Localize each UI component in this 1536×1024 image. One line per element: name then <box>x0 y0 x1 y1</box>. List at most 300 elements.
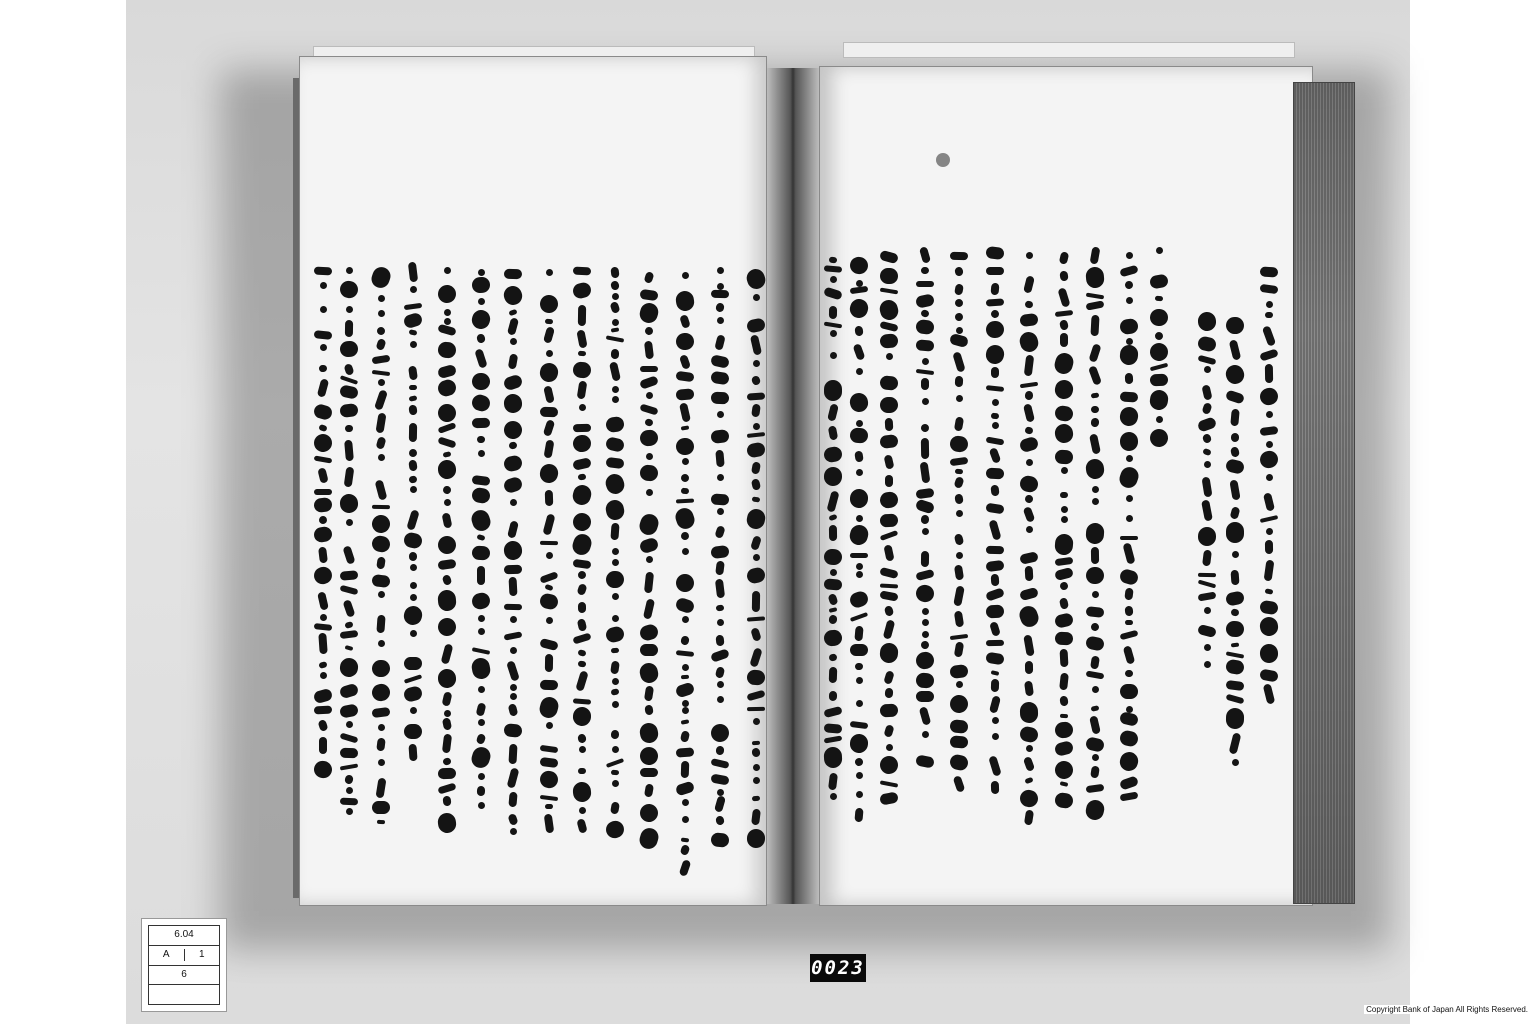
ink-stroke <box>578 305 586 326</box>
ink-stroke <box>1025 391 1034 401</box>
ink-stroke <box>879 434 898 449</box>
ink-stroke <box>1091 547 1099 564</box>
ink-stroke <box>1125 373 1134 384</box>
ink-stroke <box>539 571 558 584</box>
label-series-row <box>149 946 219 966</box>
ink-stroke <box>747 616 765 621</box>
ink-stroke <box>1126 455 1133 462</box>
ink-stroke <box>922 619 929 626</box>
ink-stroke <box>1197 624 1217 638</box>
ink-stroke <box>376 738 386 752</box>
ink-stroke <box>313 433 334 454</box>
ink-stroke <box>612 746 619 753</box>
ink-stroke <box>575 670 588 691</box>
ink-stroke <box>675 780 696 796</box>
ink-stroke <box>538 695 561 720</box>
ink-stroke <box>1025 566 1034 581</box>
ink-stroke <box>1265 588 1274 594</box>
ink-stroke <box>571 511 593 533</box>
ink-stroke <box>640 644 658 656</box>
ink-stroke <box>441 643 454 664</box>
ink-stroke <box>470 657 491 681</box>
ink-stroke <box>504 631 523 640</box>
ink-stroke <box>991 574 1000 587</box>
ink-stroke <box>682 548 689 555</box>
ink-stroke <box>314 267 332 276</box>
ink-stroke <box>1085 635 1105 651</box>
ink-stroke <box>952 351 965 372</box>
ink-stroke <box>1085 522 1104 544</box>
ink-stroke <box>410 486 417 493</box>
ink-stroke <box>1024 681 1034 697</box>
ink-stroke <box>1202 433 1212 444</box>
ink-stroke <box>715 635 724 647</box>
ink-stroke <box>572 457 592 471</box>
ink-stroke <box>346 306 353 313</box>
ink-stroke <box>606 335 624 342</box>
ink-stroke <box>437 341 456 359</box>
ink-stroke <box>829 667 838 683</box>
ink-stroke <box>986 385 1004 392</box>
ink-stroke <box>992 399 999 406</box>
ink-stroke <box>1061 506 1068 513</box>
ink-stroke <box>1060 333 1068 347</box>
ink-stroke <box>408 744 417 762</box>
ink-stroke <box>1231 433 1239 442</box>
ink-stroke <box>402 604 425 627</box>
ink-stroke <box>571 281 592 300</box>
ink-stroke <box>1125 670 1133 677</box>
ink-stroke <box>1156 247 1163 254</box>
ink-stroke <box>921 551 929 567</box>
ink-stroke <box>885 688 894 699</box>
ink-stroke <box>956 510 963 517</box>
ink-stroke <box>878 298 900 322</box>
ink-stroke <box>470 591 492 611</box>
ink-stroke <box>437 364 457 379</box>
ink-stroke <box>540 680 558 690</box>
manuscript-column <box>1086 247 1104 807</box>
ink-stroke <box>639 429 659 447</box>
ink-stroke <box>1259 348 1279 361</box>
ink-stroke <box>510 684 517 691</box>
open-book <box>293 38 1363 908</box>
ink-stroke <box>879 567 898 579</box>
ink-stroke <box>1120 432 1138 451</box>
ink-stroke <box>916 369 934 375</box>
ink-stroke <box>674 597 695 615</box>
ink-stroke <box>503 723 522 738</box>
ink-stroke <box>681 719 690 724</box>
ink-stroke <box>710 429 729 444</box>
manuscript-column <box>747 269 765 853</box>
ink-stroke <box>369 265 393 291</box>
ink-stroke <box>342 599 355 618</box>
ink-stroke <box>1198 527 1216 546</box>
ink-stroke <box>850 553 868 558</box>
ink-stroke <box>1018 436 1039 454</box>
ink-stroke <box>375 412 386 433</box>
ink-stroke <box>986 605 1005 619</box>
ink-stroke <box>1119 775 1139 790</box>
ink-stroke <box>746 566 767 584</box>
ink-stroke <box>1150 374 1168 387</box>
ink-stroke <box>848 589 870 609</box>
ink-stroke <box>989 621 1001 637</box>
manuscript-column <box>1198 312 1216 672</box>
ink-stroke <box>1122 542 1135 564</box>
ink-stroke <box>643 271 654 284</box>
ink-stroke <box>853 343 866 361</box>
ink-stroke <box>409 329 418 336</box>
ink-stroke <box>444 309 451 316</box>
ink-stroke <box>1092 754 1099 761</box>
ink-stroke <box>954 564 964 580</box>
page-fore-edge <box>1293 82 1355 904</box>
ink-stroke <box>1260 515 1278 523</box>
ink-stroke <box>577 380 588 399</box>
ink-stroke <box>986 436 1005 445</box>
ink-stroke <box>1232 551 1239 558</box>
ink-stroke <box>378 379 385 386</box>
book-gutter <box>767 68 819 904</box>
ink-stroke <box>611 770 619 775</box>
manuscript-column <box>573 267 591 837</box>
ink-stroke <box>753 764 760 771</box>
ink-stroke <box>673 506 697 532</box>
manuscript-column <box>986 247 1004 802</box>
ink-stroke <box>1258 448 1281 470</box>
ink-stroke <box>1259 616 1280 638</box>
ink-stroke <box>955 469 963 475</box>
ink-stroke <box>339 403 358 418</box>
ink-stroke <box>715 815 725 826</box>
ink-stroke <box>829 257 838 264</box>
ink-stroke <box>639 289 658 301</box>
ink-stroke <box>1198 573 1216 577</box>
ink-stroke <box>378 591 385 598</box>
ink-stroke <box>953 476 964 489</box>
ink-stroke <box>313 526 333 544</box>
ink-stroke <box>991 413 999 420</box>
ink-stroke <box>442 691 453 706</box>
ink-stroke <box>922 731 929 738</box>
ink-stroke <box>372 505 390 509</box>
ink-stroke <box>312 403 333 421</box>
ink-stroke <box>644 418 654 427</box>
ink-stroke <box>1092 498 1099 505</box>
ink-stroke <box>1118 406 1139 428</box>
ink-stroke <box>507 813 518 826</box>
ink-stroke <box>409 385 417 390</box>
ink-stroke <box>850 612 868 622</box>
ink-stroke <box>988 519 1001 540</box>
ink-stroke <box>1090 622 1100 632</box>
ink-stroke <box>753 294 760 301</box>
ink-stroke <box>880 288 898 295</box>
ink-stroke <box>578 602 586 613</box>
ink-stroke <box>1090 655 1100 669</box>
ink-stroke <box>830 330 837 337</box>
ink-stroke <box>991 781 999 794</box>
ink-stroke <box>676 388 695 401</box>
ink-stroke <box>404 674 422 683</box>
ink-stroke <box>717 508 724 515</box>
ink-stroke <box>338 279 360 300</box>
ink-stroke <box>824 723 843 734</box>
ink-stroke <box>714 525 725 539</box>
ink-stroke <box>915 754 935 768</box>
ink-stroke <box>747 432 765 438</box>
ink-stroke <box>612 386 619 393</box>
ink-stroke <box>612 780 619 787</box>
ink-stroke <box>950 634 968 640</box>
ink-stroke <box>1086 784 1105 793</box>
ink-stroke <box>879 375 898 391</box>
ink-stroke <box>752 741 760 745</box>
ink-stroke <box>320 344 327 351</box>
ink-stroke <box>408 459 417 471</box>
ink-stroke <box>954 493 964 504</box>
ink-stroke <box>1266 474 1273 481</box>
ink-stroke <box>476 702 487 717</box>
ink-stroke <box>346 519 353 526</box>
ink-stroke <box>1055 557 1074 566</box>
ink-stroke <box>753 360 760 367</box>
ink-stroke <box>612 548 619 555</box>
ink-stroke <box>883 670 894 685</box>
ink-stroke <box>1226 621 1245 638</box>
ink-stroke <box>408 475 417 483</box>
ink-stroke <box>915 498 936 514</box>
ink-stroke <box>410 564 417 571</box>
ink-stroke <box>956 395 963 402</box>
ink-stroke <box>854 450 864 462</box>
ink-stroke <box>578 768 586 774</box>
ink-stroke <box>675 681 696 698</box>
manuscript-column <box>916 247 934 777</box>
ink-stroke <box>378 454 385 461</box>
ink-stroke <box>320 672 327 679</box>
ink-stroke <box>1225 316 1244 334</box>
ink-stroke <box>375 777 386 798</box>
ink-stroke <box>856 791 863 798</box>
ink-stroke <box>850 286 869 294</box>
ink-stroke <box>751 404 761 418</box>
manuscript-column <box>1055 252 1073 812</box>
ink-stroke <box>879 321 898 332</box>
ink-stroke <box>1155 296 1163 302</box>
ink-stroke <box>318 661 327 669</box>
ink-stroke <box>950 252 968 260</box>
ink-stroke <box>1026 252 1033 259</box>
ink-stroke <box>751 461 761 474</box>
ink-stroke <box>1023 403 1035 422</box>
ink-stroke <box>510 693 517 700</box>
ink-stroke <box>340 798 358 806</box>
ink-stroke <box>849 256 869 275</box>
ink-stroke <box>1019 313 1038 327</box>
ink-stroke <box>1086 293 1104 300</box>
manuscript-column <box>404 262 422 762</box>
manuscript-column <box>640 272 658 852</box>
ink-stroke <box>506 660 520 681</box>
label-volume: 6 <box>181 968 187 980</box>
ink-stroke <box>921 438 929 459</box>
ink-stroke <box>956 552 963 559</box>
ink-stroke <box>374 389 388 411</box>
ink-stroke <box>681 532 690 541</box>
ink-stroke <box>1126 252 1133 259</box>
ink-stroke <box>320 614 327 621</box>
ink-stroke <box>612 701 619 708</box>
ink-stroke <box>1226 708 1244 729</box>
ink-stroke <box>1119 318 1139 335</box>
ink-stroke <box>922 358 929 365</box>
ink-stroke <box>1059 251 1069 264</box>
ink-stroke <box>1202 550 1212 567</box>
ink-stroke <box>508 792 517 808</box>
ink-stroke <box>1225 458 1246 475</box>
ink-stroke <box>1156 416 1163 423</box>
ink-stroke <box>985 320 1004 339</box>
ink-stroke <box>578 661 587 668</box>
label-series-number: 1 <box>184 949 220 961</box>
ink-stroke <box>850 721 869 729</box>
ink-stroke <box>540 795 558 801</box>
ink-stroke <box>1260 266 1279 277</box>
label-blank-row <box>149 985 219 1004</box>
ink-stroke <box>681 837 689 842</box>
ink-stroke <box>1230 446 1240 458</box>
ink-stroke <box>854 808 863 823</box>
ink-stroke <box>828 614 838 624</box>
ink-stroke <box>750 535 762 551</box>
ink-stroke <box>746 690 765 702</box>
ink-stroke <box>577 618 587 631</box>
ink-stroke <box>377 820 385 825</box>
ink-stroke <box>372 370 390 376</box>
ink-stroke <box>504 604 522 610</box>
ink-stroke <box>340 585 359 595</box>
ink-stroke <box>1198 355 1217 365</box>
ink-stroke <box>472 475 491 486</box>
ink-stroke <box>679 354 691 370</box>
label-volume-row <box>149 966 219 986</box>
ink-stroke <box>444 318 451 325</box>
ink-stroke <box>679 314 691 329</box>
ink-stroke <box>314 706 332 715</box>
ink-stroke <box>680 635 690 646</box>
ink-stroke <box>444 710 451 717</box>
ink-stroke <box>1229 732 1242 754</box>
ink-stroke <box>539 592 560 611</box>
ink-stroke <box>1226 694 1245 705</box>
ink-stroke <box>856 420 863 427</box>
ink-stroke <box>639 803 659 823</box>
ink-stroke <box>546 269 553 276</box>
ink-stroke <box>340 341 359 358</box>
ink-stroke <box>824 549 843 566</box>
ink-stroke <box>477 566 485 585</box>
manuscript-column <box>711 267 729 847</box>
ink-stroke <box>1057 287 1070 308</box>
ink-stroke <box>921 378 929 390</box>
ink-stroke <box>573 424 591 432</box>
ink-stroke <box>1086 606 1105 618</box>
ink-stroke <box>1150 309 1168 326</box>
ink-stroke <box>717 267 724 274</box>
ink-stroke <box>314 455 333 463</box>
manuscript-column <box>1226 317 1244 767</box>
manuscript-column <box>676 272 694 867</box>
ink-stroke <box>1085 736 1105 753</box>
ink-stroke <box>376 615 385 634</box>
ink-stroke <box>682 272 689 279</box>
ink-stroke <box>1201 476 1212 497</box>
ink-stroke <box>986 468 1005 480</box>
ink-stroke <box>954 533 965 546</box>
ink-stroke <box>715 746 724 756</box>
ink-stroke <box>920 640 929 649</box>
ink-stroke <box>711 392 730 405</box>
ink-stroke <box>920 423 930 433</box>
ink-stroke <box>1120 630 1139 640</box>
ink-stroke <box>1092 686 1099 693</box>
ink-stroke <box>644 341 654 360</box>
ink-stroke <box>751 747 761 757</box>
ink-stroke <box>371 514 391 534</box>
ink-stroke <box>317 719 328 732</box>
ink-stroke <box>472 373 491 391</box>
ink-stroke <box>508 744 517 764</box>
ink-stroke <box>879 642 899 663</box>
ink-stroke <box>612 293 619 300</box>
ink-stroke <box>1266 441 1273 448</box>
ink-stroke <box>313 497 333 513</box>
ink-stroke <box>1259 669 1279 683</box>
ink-stroke <box>949 719 968 734</box>
ink-stroke <box>340 570 359 581</box>
ink-stroke <box>880 397 899 414</box>
ink-stroke <box>610 801 620 814</box>
ink-stroke <box>956 327 963 334</box>
ink-stroke <box>681 474 689 482</box>
ink-stroke <box>916 673 935 689</box>
ink-stroke <box>1025 426 1034 434</box>
ink-stroke <box>478 773 485 780</box>
ink-stroke <box>605 436 626 453</box>
ink-stroke <box>753 554 760 561</box>
ink-stroke <box>1059 581 1068 590</box>
ink-stroke <box>639 464 658 481</box>
ink-stroke <box>954 416 964 431</box>
ink-stroke <box>682 799 689 806</box>
ink-stroke <box>576 818 587 834</box>
ink-stroke <box>501 283 524 307</box>
ink-stroke <box>1054 567 1074 581</box>
ink-stroke <box>1119 344 1139 366</box>
ink-stroke <box>1120 684 1139 700</box>
ink-stroke <box>880 756 899 775</box>
ink-stroke <box>1025 300 1034 308</box>
ink-stroke <box>644 572 654 594</box>
ink-stroke <box>1229 339 1242 360</box>
ink-stroke <box>1149 274 1169 290</box>
ink-stroke <box>545 804 553 809</box>
ink-stroke <box>710 354 730 369</box>
ink-stroke <box>1053 422 1075 444</box>
